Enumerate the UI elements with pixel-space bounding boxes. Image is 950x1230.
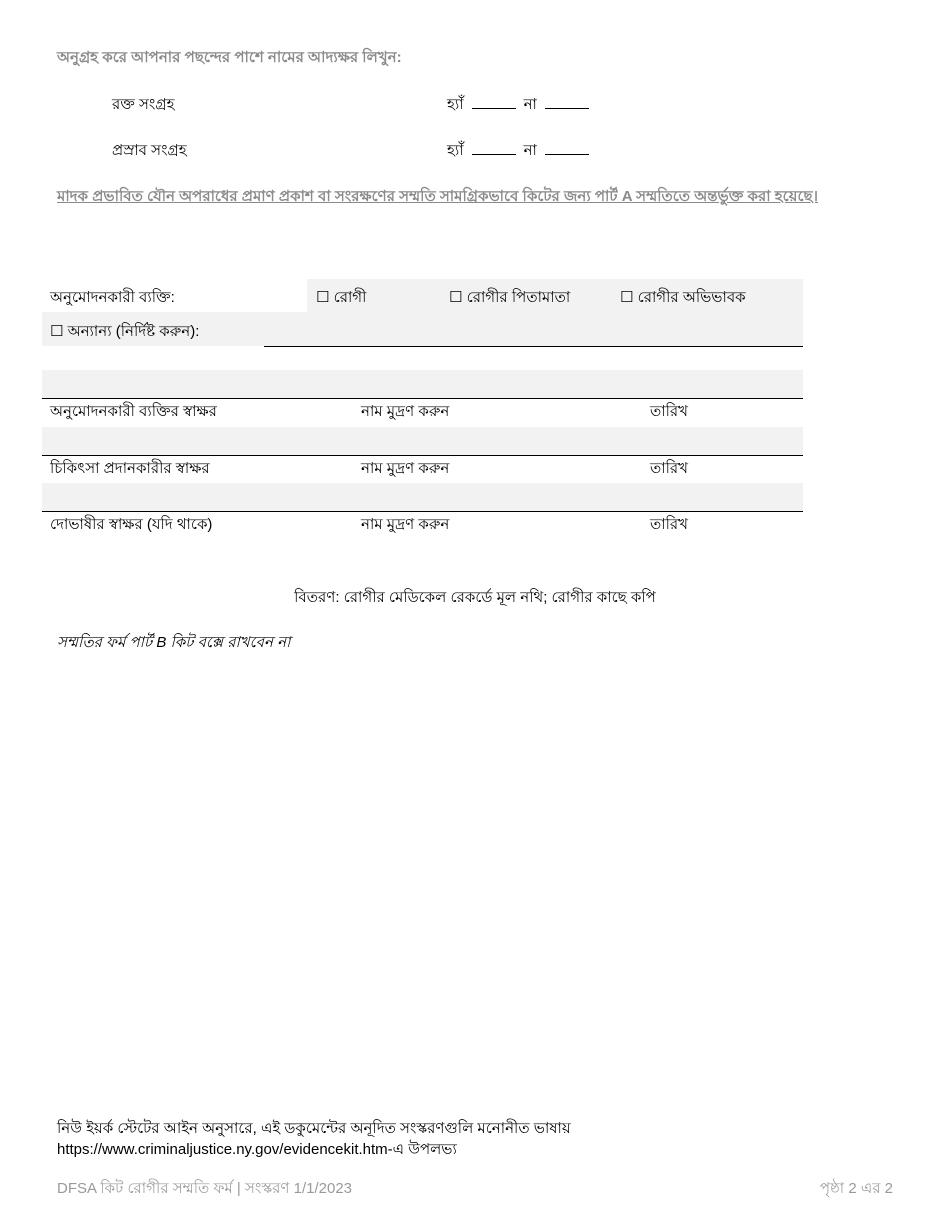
distribution-text: বিতরণ: রোগীর মেডিকেল রেকর্ডে মূল নথি; রোগীর কাছে কপি bbox=[294, 589, 656, 606]
form-title: DFSA কিট রোগীর সম্মতি ফর্ম | সংস্করণ 1/1/2023 bbox=[57, 1180, 353, 1197]
option-guardian-checkbox[interactable]: ☐ রোগীর অভিভাবক bbox=[620, 289, 746, 306]
no-label: না bbox=[523, 142, 537, 159]
instruction-text: অনুগ্রহ করে আপনার পছন্দের পাশে নামের আদ্যক্ষর লিখুন: bbox=[57, 49, 402, 66]
blood-collection-label: রক্ত সংগ্রহ bbox=[112, 96, 175, 113]
option-patient-checkbox[interactable]: ☐ রোগী bbox=[316, 289, 367, 306]
signature-line bbox=[42, 455, 803, 456]
provider-signature-label: চিকিৎসা প্রদানকারীর স্বাক্ষর bbox=[50, 460, 210, 477]
option-other-checkbox[interactable]: ☐ অন্যান্য (নির্দিষ্ট করুন): bbox=[50, 323, 200, 340]
footer-law-line: নিউ ইয়র্ক স্টেটের আইন অনুসারে, এই ডকুমেন্টের অনূদিত সংস্করণগুলি মনোনীত ভাষায় bbox=[57, 1120, 571, 1137]
interpreter-signature-label: দোভাষীর স্বাক্ষর (যদি থাকে) bbox=[50, 516, 213, 533]
print-name-label: নাম মুদ্রণ করুন bbox=[361, 516, 450, 533]
provider-signature-field[interactable] bbox=[42, 427, 803, 455]
yes-initials-field[interactable] bbox=[472, 94, 516, 109]
print-name-label: নাম মুদ্রণ করুন bbox=[361, 460, 450, 477]
yes-label: হ্যাঁ bbox=[447, 96, 464, 113]
signature-line bbox=[42, 511, 803, 512]
authorizer-signature-field[interactable] bbox=[42, 370, 803, 398]
print-name-label: নাম মুদ্রণ করুন bbox=[361, 403, 450, 420]
date-label: তারিখ bbox=[650, 460, 688, 477]
footer-url-line: https://www.criminaljustice.ny.gov/evidencekit.htm-এ উপলভ্য bbox=[57, 1141, 457, 1158]
signature-line bbox=[42, 398, 803, 399]
no-label: না bbox=[523, 96, 537, 113]
option-parent-checkbox[interactable]: ☐ রোগীর পিতামাতা bbox=[449, 289, 571, 306]
urine-collection-label: প্রস্রাব সংগ্রহ bbox=[112, 142, 187, 159]
authorizer-signature-label: অনুমোদনকারী ব্যক্তির স্বাক্ষর bbox=[50, 403, 217, 420]
date-label: তারিখ bbox=[650, 516, 688, 533]
no-initials-field[interactable] bbox=[545, 94, 589, 109]
page-number: পৃষ্ঠা 2 এর 2 bbox=[819, 1180, 893, 1197]
other-specify-line[interactable] bbox=[264, 346, 803, 347]
blood-collection-choice bbox=[447, 93, 597, 118]
urine-collection-choice bbox=[447, 139, 597, 164]
consent-note: মাদক প্রভাবিত যৌন অপরাধের প্রমাণ প্রকাশ বা সংরক্ষণের সম্মতি সামগ্রিকভাবে কিটের জন্য পার্ট A সম্মতিতে অন্তর্ভুক্ত করা হয়েছে। bbox=[57, 188, 818, 205]
kit-note: সম্মতির ফর্ম পার্ট B কিট বক্সে রাখবেন না bbox=[57, 634, 291, 651]
no-initials-field[interactable] bbox=[545, 140, 589, 155]
yes-label: হ্যাঁ bbox=[447, 142, 464, 159]
yes-initials-field[interactable] bbox=[472, 140, 516, 155]
interpreter-signature-field[interactable] bbox=[42, 483, 803, 511]
date-label: তারিখ bbox=[650, 403, 688, 420]
authorizer-label: অনুমোদনকারী ব্যক্তি: bbox=[50, 289, 175, 306]
